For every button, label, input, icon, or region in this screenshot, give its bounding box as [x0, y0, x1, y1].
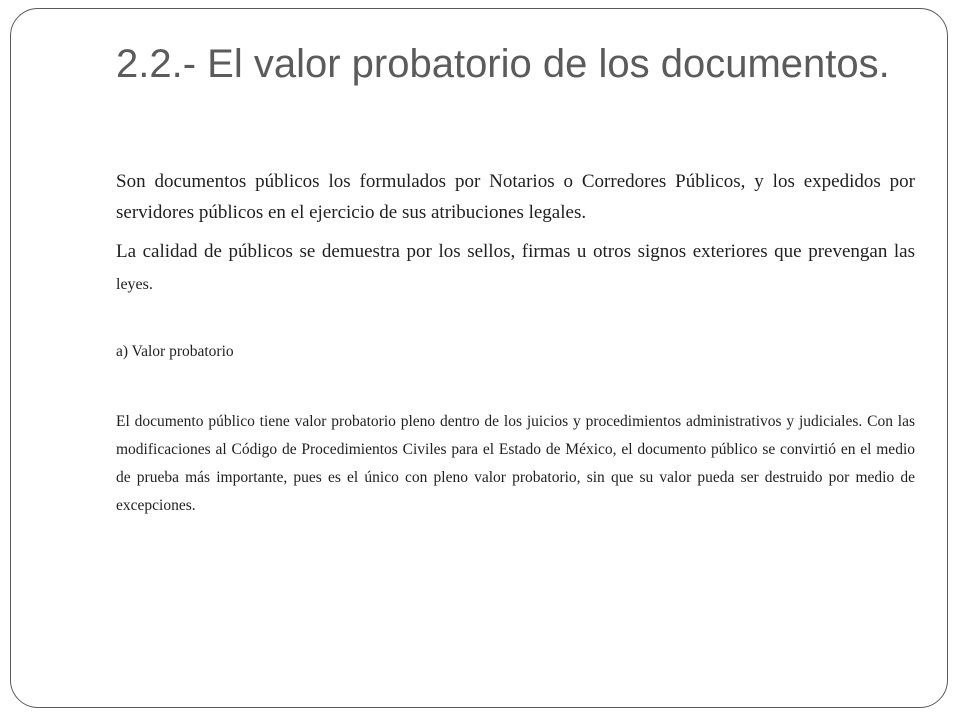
paragraph-public-documents: Son documentos públicos los formulados por Notarios o Corredores Públicos, y los expedidos por servidores públicos en el ejercicio de sus atribuciones legales.: [116, 171, 915, 223]
paragraph-public-quality-main: La calidad de públicos se demuestra por los sellos, firmas u otros signos exteriores que prevengan las: [116, 241, 915, 262]
slide-title: 2.2.- El valor probatorio de los documentos.: [116, 42, 890, 86]
subheading-valor-probatorio: a) Valor probatorio: [116, 343, 234, 360]
paragraph-probative-value: El documento público tiene valor probatorio pleno dentro de los juicios y procedimientos administrativos y judiciales. Con las modificaciones al Código de Procedimientos Civiles para el Estado de México, el documento público se convirtió en el medio de prueba más importante, pues es el único con pleno valor probatorio, sin que su valor pueda ser destruido por medio de excepciones.: [116, 413, 915, 514]
paragraph-public-quality-tail: leyes.: [116, 276, 153, 293]
slide-body: [116, 166, 915, 520]
paragraph-public-quality: [116, 236, 915, 300]
slide-frame: [10, 8, 948, 708]
